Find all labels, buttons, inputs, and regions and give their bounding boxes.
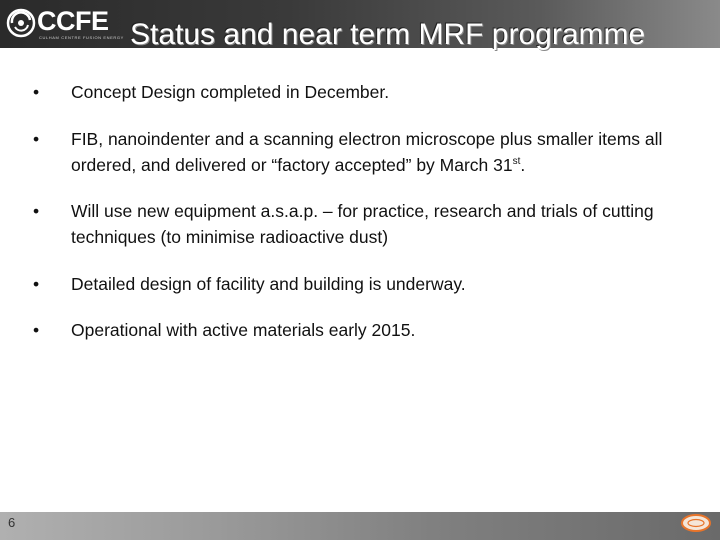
bullet-text-main: FIB, nanoindenter and a scanning electron microscope plus smaller items all ordered, and delivered or “factory accepted” by March 31 xyxy=(71,129,663,175)
logo-subtitle: CULHAM CENTRE FUSION ENERGY xyxy=(39,35,124,40)
bullet-marker: • xyxy=(33,82,40,102)
logo-text: CCFE xyxy=(37,6,109,36)
footer-bar xyxy=(0,512,720,540)
bullet-text: Operational with active materials early 2015. xyxy=(71,320,416,340)
bullet-text: Detailed design of facility and building is underway. xyxy=(71,274,466,294)
bullet-marker: • xyxy=(33,274,40,294)
footer-emblem-icon xyxy=(680,513,712,533)
bullet-marker: • xyxy=(33,129,40,149)
page-number: 6 xyxy=(8,515,16,530)
bullet-marker: • xyxy=(33,201,40,221)
bullet-text-superscript: st xyxy=(512,156,521,168)
bullet-marker: • xyxy=(33,320,40,340)
bullet-text-end: . xyxy=(520,155,526,175)
bullet-text xyxy=(71,126,691,178)
bullet-text: Concept Design completed in December. xyxy=(71,82,390,102)
bullet-text: Will use new equipment a.s.a.p. – for practice, research and trials of cutting techniques (to minimise radioactive dust) xyxy=(71,201,654,247)
slide-title: Status and near term MRF programme xyxy=(130,18,646,51)
